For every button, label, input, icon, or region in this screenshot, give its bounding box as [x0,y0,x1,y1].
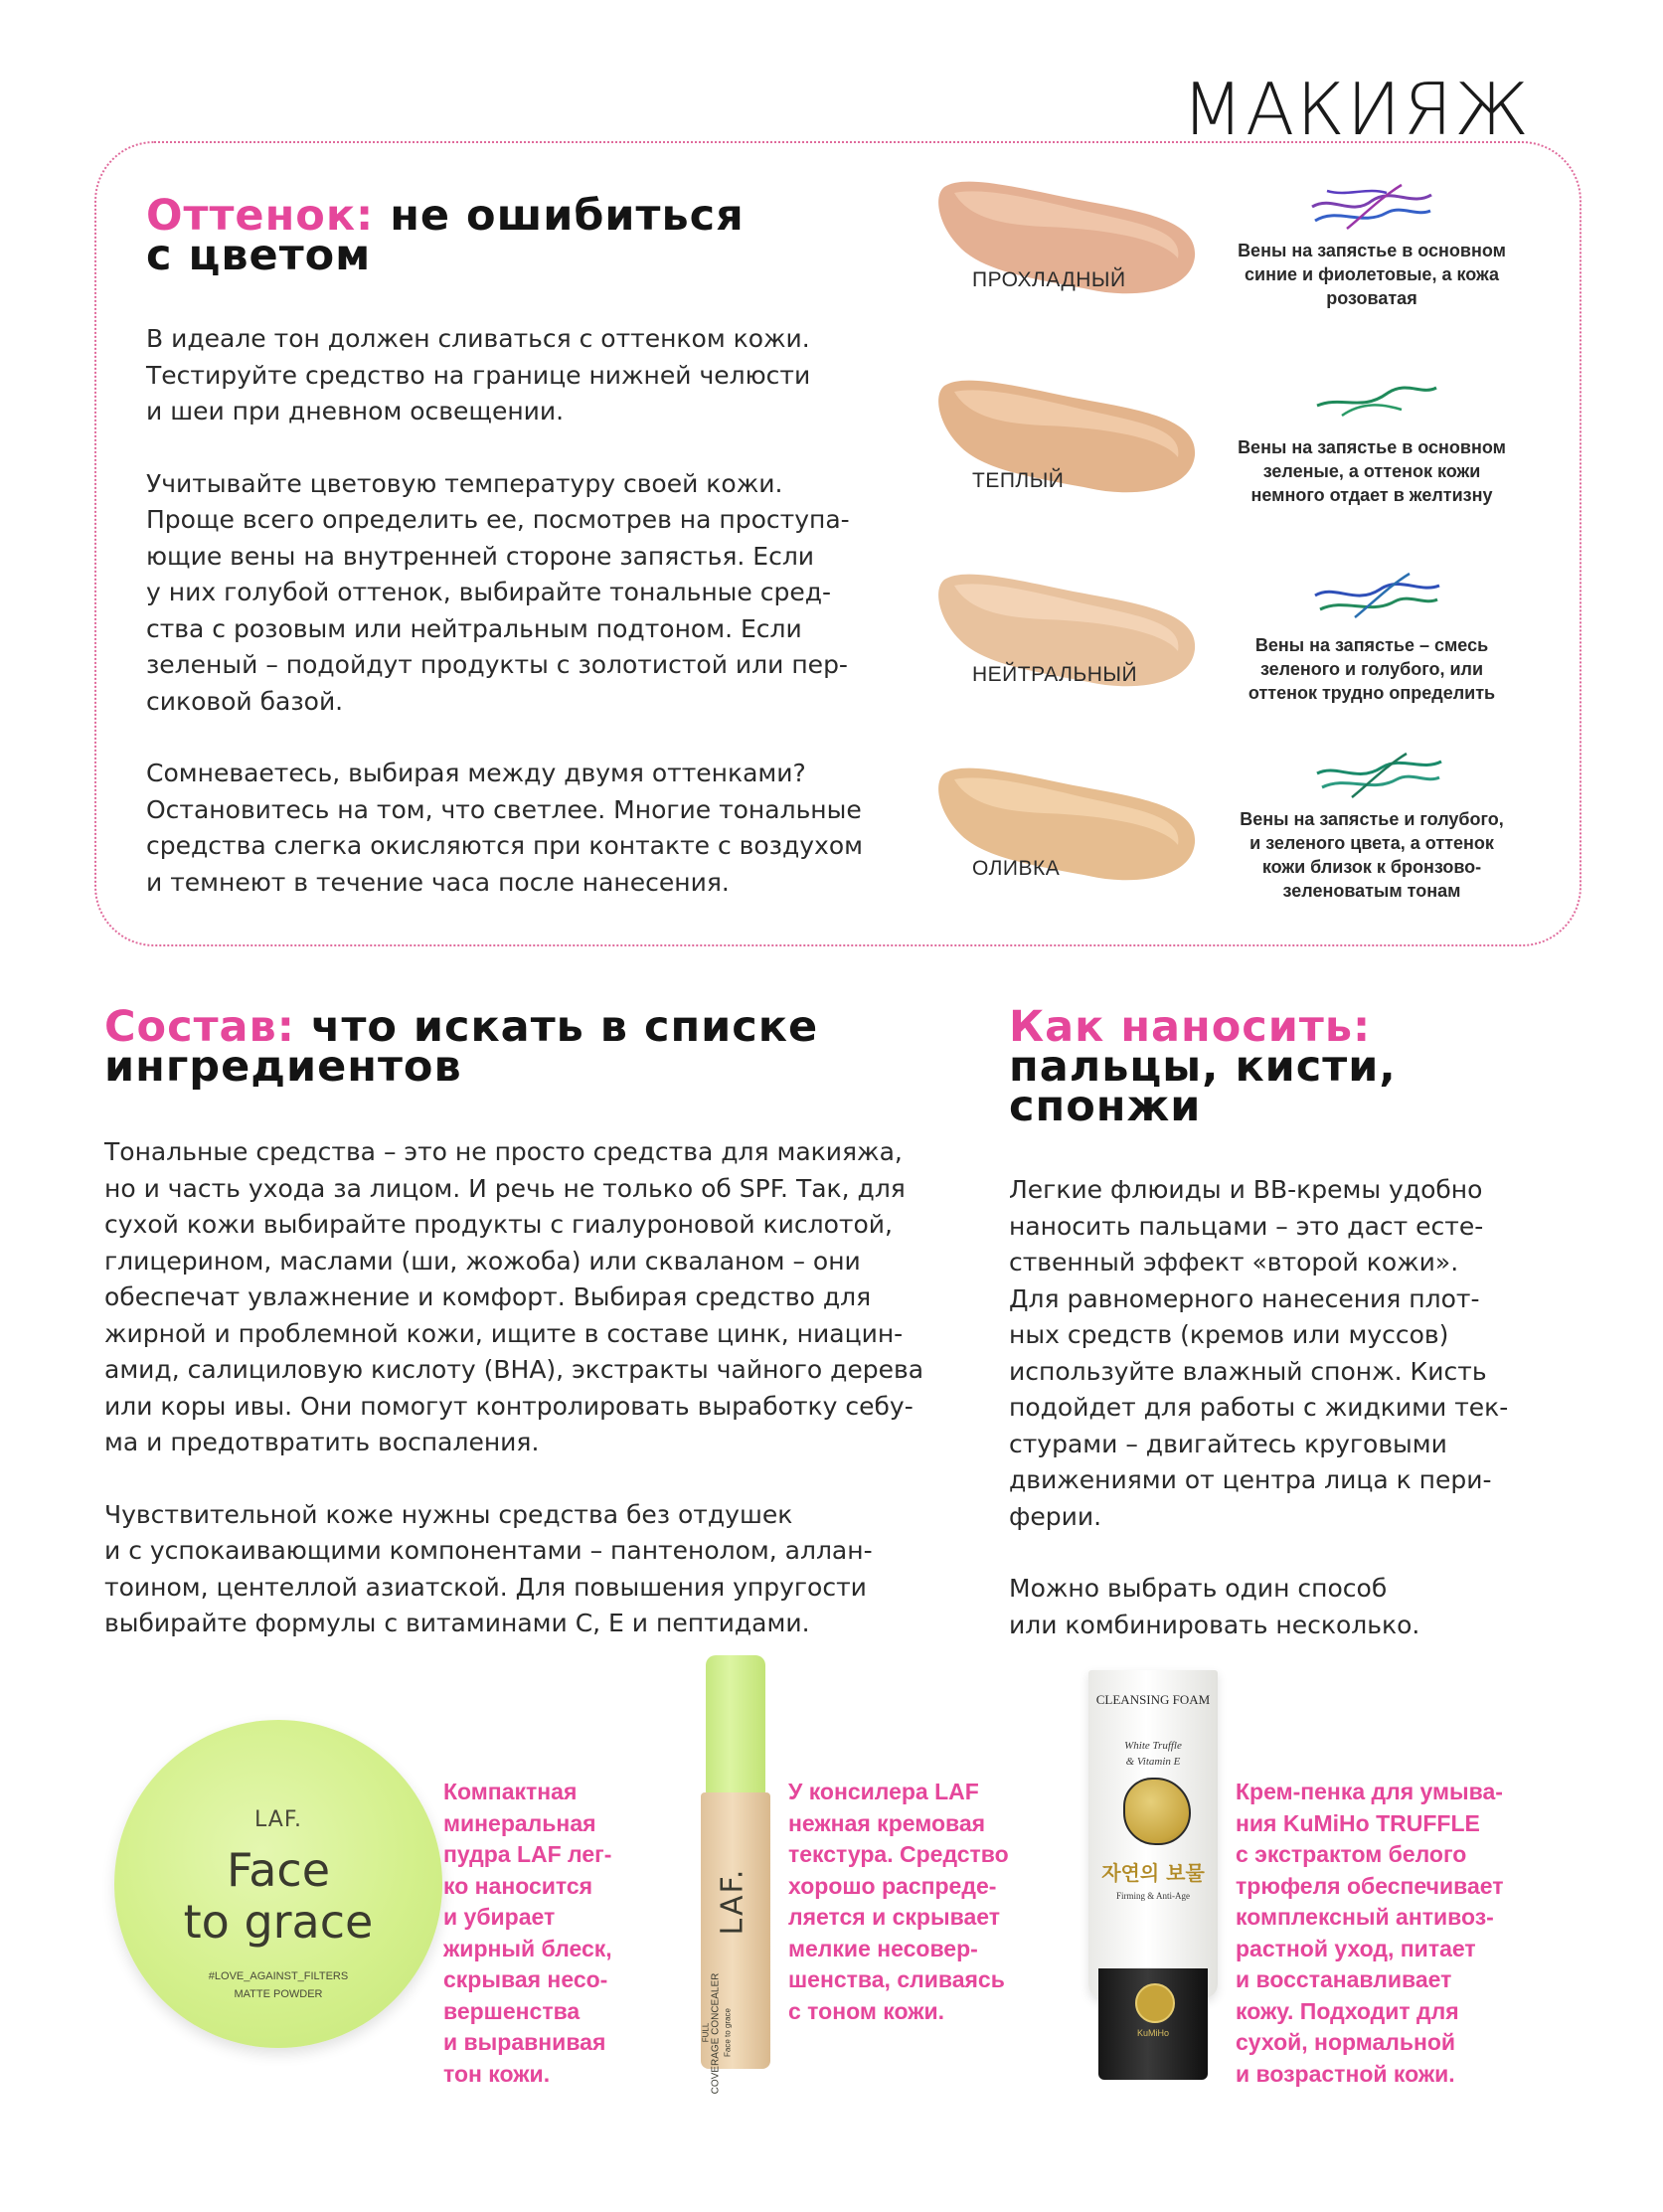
tone-label-neutral: НЕЙТРАЛЬНЫЙ [972,663,1138,686]
application-paragraph-2: Можно выбрать один способ или комбинировать несколько. [1009,1574,1420,1639]
tone-swatch-warm [924,368,1223,507]
foam-brand: KuMiHo [1136,2028,1169,2038]
foam-title: CLEANSING FOAM [1095,1692,1211,1707]
shade-title-accent: Оттенок: [146,191,375,241]
tone-description-olive: Вены на запястье и голубого, и зеленого цвета, а оттенок кожи близок к бронзово- зеленоватым тонам [1240,809,1504,901]
foam-brand-badge [1135,1983,1175,2023]
application-section [1009,1002,1566,1679]
ingredients-paragraph-2: Чувствительной коже нужны средства без отдушек и с успокаивающими компонентами – пантенолом, аллан- тоином, центеллой азиатской. Для повышения упругости выбирайте формулы с витаминами C, E и пептидами. [104,1499,873,1637]
tone-label-olive: ОЛИВКА [972,857,1061,880]
ingredients-body [104,1134,959,1642]
concealer-brand: LAF. [715,1867,750,1936]
ingredients-title-line2: ингредиентов [104,1042,462,1092]
tone-description-neutral: Вены на запястье – смесь зеленого и голубого, или оттенок трудно определить [1247,635,1496,703]
product-powder [114,1720,442,2048]
tone-swatch-olive [924,756,1223,895]
ingredients-title-accent: Состав: [104,1002,295,1052]
powder-name-line2: to grace [183,1895,374,1949]
shade-paragraph-1: В идеале тон должен сливаться с оттенком кожи. Тестируйте средство на границе нижней челюсти и шеи при дневном освещении. [146,324,811,425]
tone-row-neutral [915,552,1571,731]
application-section-title [1009,1002,1566,1131]
tone-label-warm: ТЕПЛЫЙ [972,469,1065,492]
powder-name-line1: Face [226,1843,331,1897]
powder-tag: #LOVE_AGAINST_FILTERS [208,1970,349,1982]
tone-description-warm: Вены на запястье в основном зеленые, а оттенок кожи немного отдает в желтизну [1238,437,1506,505]
foam-korean: 자연의 보물 [1101,1861,1205,1885]
product-concealer [701,1655,772,2095]
shade-section-title [146,191,902,280]
foam-claim: Firming & Anti-Age [1116,1891,1190,1901]
application-paragraph-1: Легкие флюиды и BB-кремы удобно наносить пальцами – это даст есте- ственный эффект «второй кожи». Для равномерного нанесения плот- ных средств (кремов или муссов) используйте влажный спонж. Кисть подойдет для работы с жидкими тек- стурами – двигайтесь круговыми движениями от центра лица к пери- ферии. [1009,1175,1509,1531]
powder-type: MATTE POWDER [234,1988,323,2000]
concealer-type-line1: FULL [701,2022,711,2043]
tone-row-olive [915,746,1571,925]
vein-icon-olive [1312,746,1446,805]
page-heading: МАКИЯЖ [1181,68,1531,151]
concealer-type-line2: COVERAGE CONCEALER [710,1972,722,2095]
product-concealer-caption: У консилера LAF нежная кремовая текстура. Средство хорошо распреде- ляется и скрывает мелкие несовер- шенства, сливаясь с тоном кожи. [788,1779,1009,2024]
concealer-cap [706,1655,765,1794]
shade-title-line2: с цветом [146,231,372,280]
foam-line1: White Truffle [1124,1740,1182,1752]
shade-paragraph-2: Учитывайте цветовую температуру своей кожи. Проще всего определить ее, посмотрев на проступа- ющие вены на внутренней стороне запястья. Если у них голубой оттенок, выбирайте тональные сред- ства с розовым или нейтральным подтоном. Если зеленый – подойдут продукты с золотистой или пер- сиковой базой. [146,468,850,716]
shade-body [146,321,902,901]
product-powder-caption: Компактная минеральная пудра LAF лег- ко наносится и убирает жирный блеск, скрывая несо- вершенства и выравнивая тон кожи. [443,1779,612,2087]
ingredients-section [104,1002,959,1678]
shade-section [146,191,902,936]
ingredients-title-rest: что искать в списке [310,1002,819,1052]
powder-brand: LAF. [254,1807,302,1832]
shade-paragraph-3: Сомневаетесь, выбирая между двумя оттенками? Остановитесь на том, что светлее. Многие тональные средства слегка окисляются при контакте с воздухом и темнеют в течение часа после нанесения. [146,759,864,897]
tone-label-cool: ПРОХЛАДНЫЙ [972,268,1126,291]
ingredients-paragraph-1: Тональные средства – это не просто средства для макияжа, но и часть ухода за лицом. И речь не только об SPF. Так, для сухой кожи выбирайте продукты с гиалуроновой кислотой, глицерином, маслами (ши, жожоба) или скваланом – они обеспечат увлажнение и комфорт. Выбирая средство для жирной и проблемной кожи, ищите в составе цинк, ниацин- амид, салициловую кислоту (BHA), экстракты чайного дерева или коры ивы. Они помогут контролировать выработку себу- ма и предотвратить воспаления. [104,1137,924,1456]
application-title-line3: спонжи [1009,1082,1202,1131]
vein-icon-warm [1312,368,1441,423]
concealer-type-line3: Face to grace [723,2008,733,2057]
truffle-image [1123,1778,1191,1845]
product-cleansing-foam-caption: Крем-пенка для умыва- ния KuMiHo TRUFFLE с экстрактом белого трюфеля обеспечивает комплексный антивоз- растной уход, питает и восстанавливает кожу. Подходит для сухой, нормальной и возрастной кожи. [1236,1779,1504,2087]
foam-line2: & Vitamin E [1125,1756,1181,1768]
application-body [1009,1172,1566,1643]
tone-row-cool [915,159,1571,328]
shade-title-rest: не ошибиться [390,191,745,241]
application-title-accent: Как наносить: [1009,1002,1372,1052]
tone-row-warm [915,358,1571,527]
product-cleansing-foam [1088,1670,1218,2088]
ingredients-section-title [104,1002,959,1092]
vein-icon-cool [1307,177,1436,237]
tone-list [915,159,1571,925]
tone-description-cool: Вены на запястье в основном синие и фиолетовые, а кожа розоватая [1238,241,1506,308]
application-title-line2: пальцы, кисти, [1009,1042,1397,1092]
vein-icon-neutral [1310,564,1444,623]
